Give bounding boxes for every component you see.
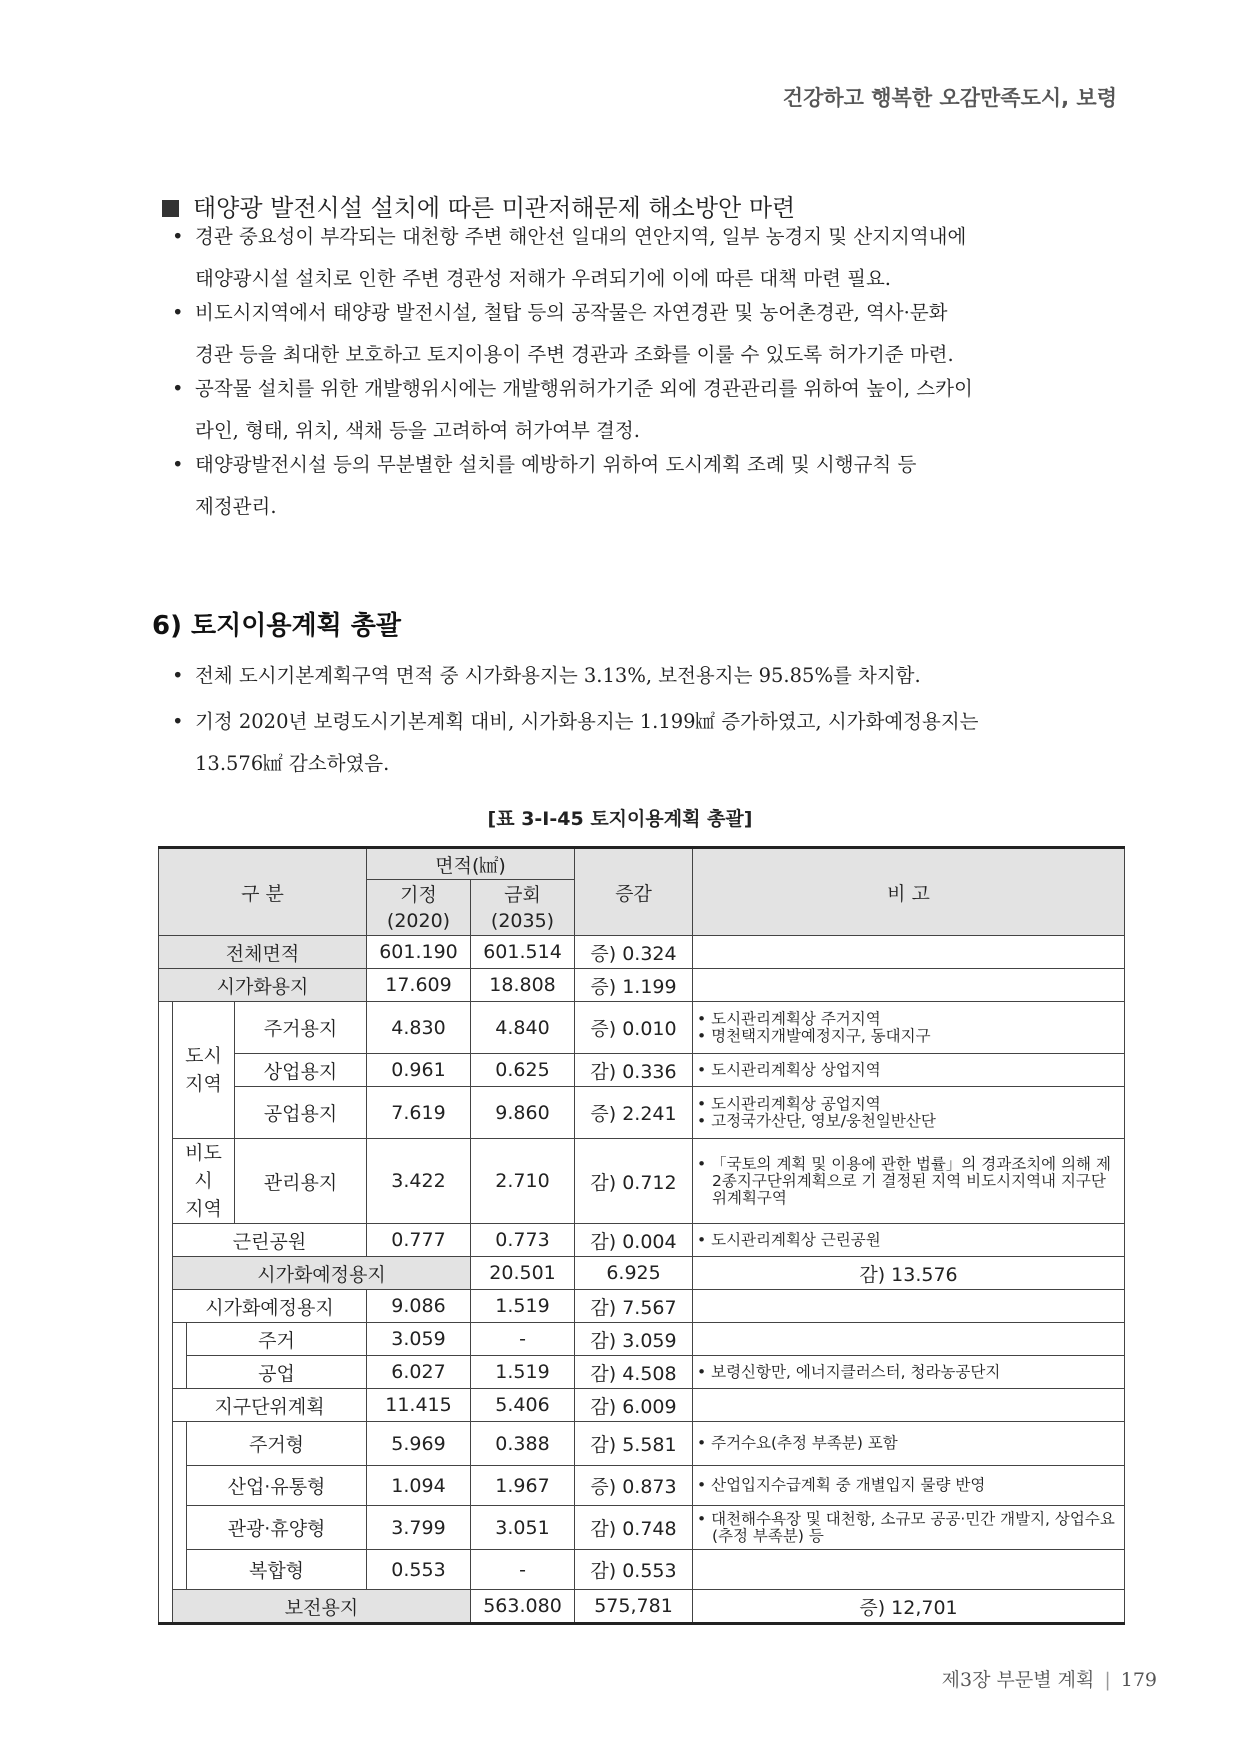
curr-value: 0.625 xyxy=(471,1054,575,1087)
curr-value: 5.406 xyxy=(471,1389,575,1422)
bullet-dot-icon: • xyxy=(172,377,184,400)
change-value: 증) 1.199 xyxy=(575,969,693,1002)
note-bullet-icon: • xyxy=(697,1362,712,1381)
table-row xyxy=(159,1087,1125,1139)
row-label: 공업 xyxy=(187,1356,367,1389)
prev-value: 3.799 xyxy=(367,1506,471,1550)
note-cell xyxy=(693,1323,1125,1356)
curr-value: - xyxy=(471,1323,575,1356)
header-curr xyxy=(471,880,575,936)
note-cell xyxy=(693,1466,1125,1506)
change-value: 감) 0.336 xyxy=(575,1054,693,1087)
bullet-item xyxy=(172,216,1132,300)
row-label: 주거형 xyxy=(187,1422,367,1466)
note-line xyxy=(697,1511,1120,1545)
table-row xyxy=(159,1356,1125,1389)
note-cell xyxy=(693,1356,1125,1389)
note-cell xyxy=(693,1290,1125,1323)
note-line xyxy=(697,1113,1120,1130)
note-bullet-icon: • xyxy=(697,1026,712,1045)
note-bullet-icon: • xyxy=(697,1230,712,1249)
header-category: 구 분 xyxy=(159,848,367,936)
prev-value: 7.619 xyxy=(367,1087,471,1139)
bullet-line: 라인, 형태, 위치, 색채 등을 고려하여 허가여부 결정. xyxy=(195,419,640,442)
note-line xyxy=(697,1096,1120,1113)
curr-value: 601.514 xyxy=(471,936,575,969)
note-bullet-icon: • xyxy=(697,1476,712,1494)
bullet-dot-icon: • xyxy=(172,710,184,733)
curr-value: 0.388 xyxy=(471,1422,575,1466)
prev-value: 5.969 xyxy=(367,1422,471,1466)
bullet-dot-icon: • xyxy=(172,664,184,687)
note-line xyxy=(697,1011,1120,1028)
bullet-item xyxy=(172,368,1132,452)
table-row xyxy=(159,1323,1125,1356)
header-prev-year: (2020) xyxy=(386,909,451,932)
note-cell xyxy=(693,1054,1125,1087)
header-prev-label: 기정 xyxy=(400,883,437,906)
table-caption: [표 3-Ⅰ-45 토지이용계획 총괄] xyxy=(487,808,753,830)
row-label: 전체면적 xyxy=(159,936,367,969)
prev-value: 601.190 xyxy=(367,936,471,969)
change-value: 증) 2.241 xyxy=(575,1087,693,1139)
note-text: 보령신항만, 에너지클러스터, 청라농공단지 xyxy=(711,1362,1001,1381)
page-number: 179 xyxy=(1120,1669,1157,1691)
prev-value: 4.830 xyxy=(367,1002,471,1054)
note-line xyxy=(697,1477,1120,1494)
bullet-line: 경관 등을 최대한 보호하고 토지이용이 주변 경관과 조화를 이룰 수 있도록 허가기준 마련. xyxy=(195,343,954,366)
bullet-line: 비도시지역에서 태양광 발전시설, 철탑 등의 공작물은 자연경관 및 농어촌경관, 역사·문화 xyxy=(195,301,948,324)
note-line xyxy=(697,1364,1120,1381)
running-header: 건강하고 행복한 오감만족도시, 보령 xyxy=(782,86,1117,110)
table-row xyxy=(159,969,1125,1002)
table-row xyxy=(159,1290,1125,1323)
table-row xyxy=(159,1002,1125,1054)
table-row xyxy=(159,1224,1125,1257)
change-value: 감) 0.712 xyxy=(575,1139,693,1224)
prev-value: 0.553 xyxy=(367,1550,471,1590)
table-row xyxy=(159,1550,1125,1590)
header-area: 면적(㎢) xyxy=(367,848,575,880)
prev-value: 6.027 xyxy=(367,1356,471,1389)
bullet-line: 공작물 설치를 위한 개발행위시에는 개발행위허가기준 외에 경관관리를 위하여 높이, 스카이 xyxy=(195,377,973,400)
curr-value: 575,781 xyxy=(575,1590,693,1624)
change-value: 감) 13.576 xyxy=(693,1257,1125,1290)
note-cell xyxy=(693,1002,1125,1054)
table-row xyxy=(159,1389,1125,1422)
table-row xyxy=(159,1139,1125,1224)
table-row xyxy=(159,1257,1125,1290)
curr-value: 2.710 xyxy=(471,1139,575,1224)
row-label: 주거 xyxy=(187,1323,367,1356)
row-label: 시가화예정용지 xyxy=(173,1257,471,1290)
page-footer xyxy=(942,1665,1157,1692)
note-text: 주거수요(추정 부족분) 포함 xyxy=(711,1434,898,1452)
note-text: 고정국가산단, 영보/웅천일반산단 xyxy=(711,1111,936,1130)
bullet-item xyxy=(172,701,1132,785)
row-label: 시가화예정용지 xyxy=(173,1290,367,1323)
land-use-table xyxy=(158,846,1125,1625)
note-text: 명천택지개발예정지구, 동대지구 xyxy=(711,1026,931,1045)
bullet-line: 태양광시설 설치로 인한 주변 경관성 저해가 우려되기에 이에 따른 대책 마련 필요. xyxy=(195,267,892,290)
change-value: 증) 0.010 xyxy=(575,1002,693,1054)
bullet-line: 전체 도시기본계획구역 면적 중 시가화용지는 3.13%, 보전용지는 95.85%를 차지함. xyxy=(195,664,921,687)
prev-value: 3.422 xyxy=(367,1139,471,1224)
note-cell xyxy=(693,969,1125,1002)
bullet-item xyxy=(172,655,1132,697)
prev-value: 9.086 xyxy=(367,1290,471,1323)
note-text: 도시관리계획상 공업지역 xyxy=(711,1094,881,1113)
curr-value: 6.925 xyxy=(575,1257,693,1290)
bullet-item xyxy=(172,444,1132,528)
header-curr-year: (2035) xyxy=(490,909,555,932)
curr-value: 1.519 xyxy=(471,1356,575,1389)
note-bullet-icon: • xyxy=(697,1154,712,1173)
note-line xyxy=(697,1028,1120,1045)
header-curr-label: 금회 xyxy=(504,883,541,906)
prev-value: 0.961 xyxy=(367,1054,471,1087)
curr-value: 0.773 xyxy=(471,1224,575,1257)
row-label: 복합형 xyxy=(187,1550,367,1590)
note-line xyxy=(697,1062,1120,1079)
prev-value: 563.080 xyxy=(471,1590,575,1624)
prev-value: 3.059 xyxy=(367,1323,471,1356)
note-cell xyxy=(693,936,1125,969)
table-row xyxy=(159,1422,1125,1466)
bullet-line: 제정관리. xyxy=(195,495,277,518)
change-value: 증) 12,701 xyxy=(693,1590,1125,1624)
note-cell xyxy=(693,1224,1125,1257)
square-bullet-icon xyxy=(162,200,179,217)
bullet-dot-icon: • xyxy=(172,301,184,324)
note-line xyxy=(697,1435,1120,1452)
note-bullet-icon: • xyxy=(697,1060,712,1079)
note-cell xyxy=(693,1389,1125,1422)
note-bullet-icon: • xyxy=(697,1094,712,1113)
note-line xyxy=(697,1156,1120,1207)
group-label: 비도시 지역 xyxy=(173,1139,235,1224)
row-label: 지구단위계획 xyxy=(173,1389,367,1422)
prev-value: 1.094 xyxy=(367,1466,471,1506)
row-label: 공업용지 xyxy=(235,1087,367,1139)
bullet-line: 경관 중요성이 부각되는 대천항 주변 해안선 일대의 연안지역, 일부 농경지 및 산지지역내에 xyxy=(195,225,967,248)
change-value: 감) 5.581 xyxy=(575,1422,693,1466)
note-bullet-icon: • xyxy=(697,1009,712,1028)
note-cell xyxy=(693,1087,1125,1139)
prev-value: 17.609 xyxy=(367,969,471,1002)
table-row xyxy=(159,1506,1125,1550)
curr-value: 1.967 xyxy=(471,1466,575,1506)
row-label: 관광·휴양형 xyxy=(187,1506,367,1550)
change-value: 감) 0.748 xyxy=(575,1506,693,1550)
change-value: 감) 6.009 xyxy=(575,1389,693,1422)
indent-cell xyxy=(173,1323,187,1389)
note-text: 도시관리계획상 상업지역 xyxy=(711,1060,881,1079)
change-value: 감) 4.508 xyxy=(575,1356,693,1389)
row-label: 시가화용지 xyxy=(159,969,367,1002)
curr-value: 9.860 xyxy=(471,1087,575,1139)
note-cell xyxy=(693,1139,1125,1224)
row-label: 주거용지 xyxy=(235,1002,367,1054)
note-text: 대천해수욕장 및 대천항, 소규모 공공·민간 개발지, 상업수요(추정 부족분) 등 xyxy=(711,1509,1115,1545)
table-row xyxy=(159,1054,1125,1087)
change-value: 증) 0.324 xyxy=(575,936,693,969)
note-bullet-icon: • xyxy=(697,1509,712,1528)
note-cell xyxy=(693,1550,1125,1590)
note-cell xyxy=(693,1422,1125,1466)
table-row xyxy=(159,936,1125,969)
header-note: 비 고 xyxy=(693,848,1125,936)
note-line xyxy=(697,1232,1120,1249)
prev-value: 11.415 xyxy=(367,1389,471,1422)
group-label: 도시 지역 xyxy=(173,1002,235,1139)
bullet-dot-icon: • xyxy=(172,453,184,476)
curr-value: - xyxy=(471,1550,575,1590)
change-value: 감) 7.567 xyxy=(575,1290,693,1323)
row-label: 상업용지 xyxy=(235,1054,367,1087)
curr-value: 18.808 xyxy=(471,969,575,1002)
prev-value: 0.777 xyxy=(367,1224,471,1257)
prev-value: 20.501 xyxy=(471,1257,575,1290)
footer-separator: | xyxy=(1104,1669,1111,1691)
note-text: 도시관리계획상 근린공원 xyxy=(711,1230,881,1249)
indent-cell xyxy=(159,1002,173,1290)
row-label: 산업·유통형 xyxy=(187,1466,367,1506)
bullet-item xyxy=(172,292,1132,376)
change-value: 감) 0.553 xyxy=(575,1550,693,1590)
bullet-line: 13.576㎢ 감소하였음. xyxy=(195,752,390,775)
curr-value: 4.840 xyxy=(471,1002,575,1054)
section-title-text: 태양광 발전시설 설치에 따른 미관저해문제 해소방안 마련 xyxy=(193,194,796,222)
subsection-title: 6) 토지이용계획 총괄 xyxy=(152,611,402,641)
row-label: 근린공원 xyxy=(173,1224,367,1257)
note-text: 도시관리계획상 주거지역 xyxy=(711,1009,881,1028)
change-value: 감) 3.059 xyxy=(575,1323,693,1356)
note-bullet-icon: • xyxy=(697,1111,712,1130)
bullet-dot-icon: • xyxy=(172,225,184,248)
curr-value: 1.519 xyxy=(471,1290,575,1323)
curr-value: 3.051 xyxy=(471,1506,575,1550)
row-label: 보전용지 xyxy=(173,1590,471,1624)
note-text: 「국토의 계획 및 이용에 관한 법률」의 경과조치에 의해 제2종지구단위계획으로 기 결정된 지역 비도시지역내 지구단위계획구역 xyxy=(711,1154,1111,1207)
footer-chapter: 제3장 부문별 계획 xyxy=(941,1669,1095,1691)
note-cell xyxy=(693,1506,1125,1550)
indent-cell xyxy=(173,1422,187,1590)
indent-cell xyxy=(159,1290,173,1624)
change-value: 감) 0.004 xyxy=(575,1224,693,1257)
table-row xyxy=(159,1590,1125,1624)
row-label: 관리용지 xyxy=(235,1139,367,1224)
header-prev xyxy=(367,880,471,936)
table-row xyxy=(159,1466,1125,1506)
change-value: 증) 0.873 xyxy=(575,1466,693,1506)
bullet-line: 태양광발전시설 등의 무분별한 설치를 예방하기 위하여 도시계획 조례 및 시행규칙 등 xyxy=(195,453,917,476)
note-bullet-icon: • xyxy=(697,1434,712,1452)
bullet-line: 기정 2020년 보령도시기본계획 대비, 시가화용지는 1.199㎢ 증가하였고, 시가화예정용지는 xyxy=(195,710,979,733)
header-change: 증감 xyxy=(575,848,693,936)
note-text: 산업입지수급계획 중 개별입지 물량 반영 xyxy=(711,1476,986,1494)
